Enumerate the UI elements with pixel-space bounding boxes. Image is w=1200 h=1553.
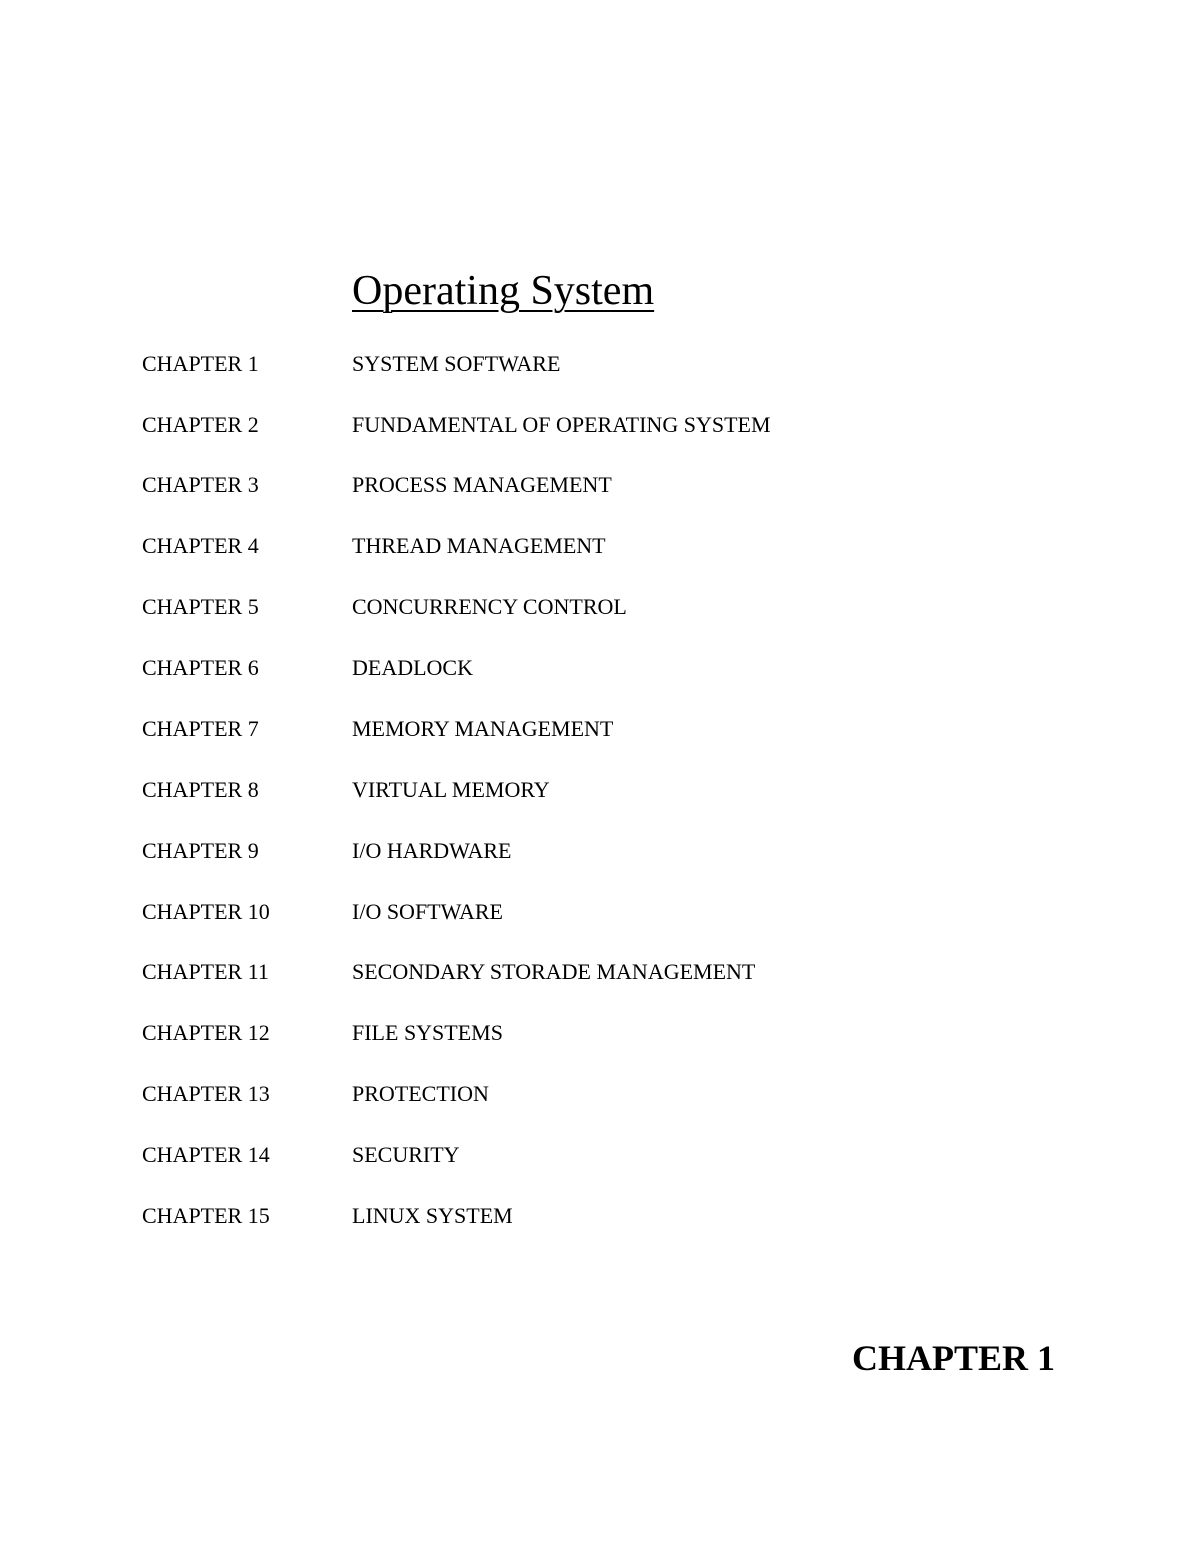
toc-chapter-title: MEMORY MANAGEMENT [352, 716, 614, 741]
toc-chapter-title: CONCURRENCY CONTROL [352, 594, 627, 619]
toc-row-chapter-8 [0, 775, 1200, 807]
toc-row-chapter-3 [0, 470, 1200, 502]
toc-row-chapter-13 [0, 1079, 1200, 1111]
toc-row-chapter-7 [0, 714, 1200, 746]
toc-chapter-number: CHAPTER 7 [142, 716, 259, 741]
toc-chapter-number: CHAPTER 12 [142, 1020, 270, 1045]
toc-chapter-number: CHAPTER 5 [142, 594, 259, 619]
toc-row-chapter-12 [0, 1018, 1200, 1050]
toc-chapter-title: LINUX SYSTEM [352, 1203, 513, 1228]
toc-chapter-title: SYSTEM SOFTWARE [352, 351, 561, 376]
toc-row-chapter-11 [0, 957, 1200, 989]
toc-row-chapter-14 [0, 1140, 1200, 1172]
toc-chapter-number: CHAPTER 4 [142, 533, 259, 558]
toc-chapter-number: CHAPTER 13 [142, 1081, 270, 1106]
toc-row-chapter-10 [0, 897, 1200, 929]
toc-chapter-title: FILE SYSTEMS [352, 1020, 503, 1045]
toc-chapter-title: VIRTUAL MEMORY [352, 777, 550, 802]
toc-chapter-number: CHAPTER 1 [142, 351, 259, 376]
toc-row-chapter-5 [0, 592, 1200, 624]
toc-chapter-number: CHAPTER 3 [142, 472, 259, 497]
toc-chapter-title: I/O HARDWARE [352, 838, 512, 863]
toc-chapter-number: CHAPTER 14 [142, 1142, 270, 1167]
toc-chapter-title: DEADLOCK [352, 655, 473, 680]
toc-row-chapter-6 [0, 653, 1200, 685]
chapter-heading: CHAPTER 1 [852, 1338, 1056, 1378]
toc-chapter-title: SECURITY [352, 1142, 460, 1167]
toc-chapter-number: CHAPTER 15 [142, 1203, 270, 1228]
toc-chapter-number: CHAPTER 6 [142, 655, 259, 680]
toc-chapter-title: THREAD MANAGEMENT [352, 533, 606, 558]
toc-row-chapter-9 [0, 836, 1200, 868]
toc-row-chapter-4 [0, 531, 1200, 563]
toc-chapter-number: CHAPTER 2 [142, 412, 259, 437]
toc-row-chapter-1 [0, 349, 1200, 381]
toc-chapter-number: CHAPTER 9 [142, 838, 259, 863]
toc-chapter-title: FUNDAMENTAL OF OPERATING SYSTEM [352, 412, 771, 437]
page-title: Operating System [352, 268, 655, 314]
toc-chapter-number: CHAPTER 10 [142, 899, 270, 924]
toc-row-chapter-2 [0, 410, 1200, 470]
toc-chapter-title: SECONDARY STORADE MANAGEMENT [352, 959, 756, 984]
toc-chapter-number: CHAPTER 8 [142, 777, 259, 802]
toc-chapter-number: CHAPTER 11 [142, 959, 269, 984]
toc-row-chapter-15 [0, 1201, 1200, 1233]
toc-chapter-title: PROTECTION [352, 1081, 489, 1106]
toc-chapter-title: PROCESS MANAGEMENT [352, 472, 612, 497]
toc-chapter-title: I/O SOFTWARE [352, 899, 503, 924]
